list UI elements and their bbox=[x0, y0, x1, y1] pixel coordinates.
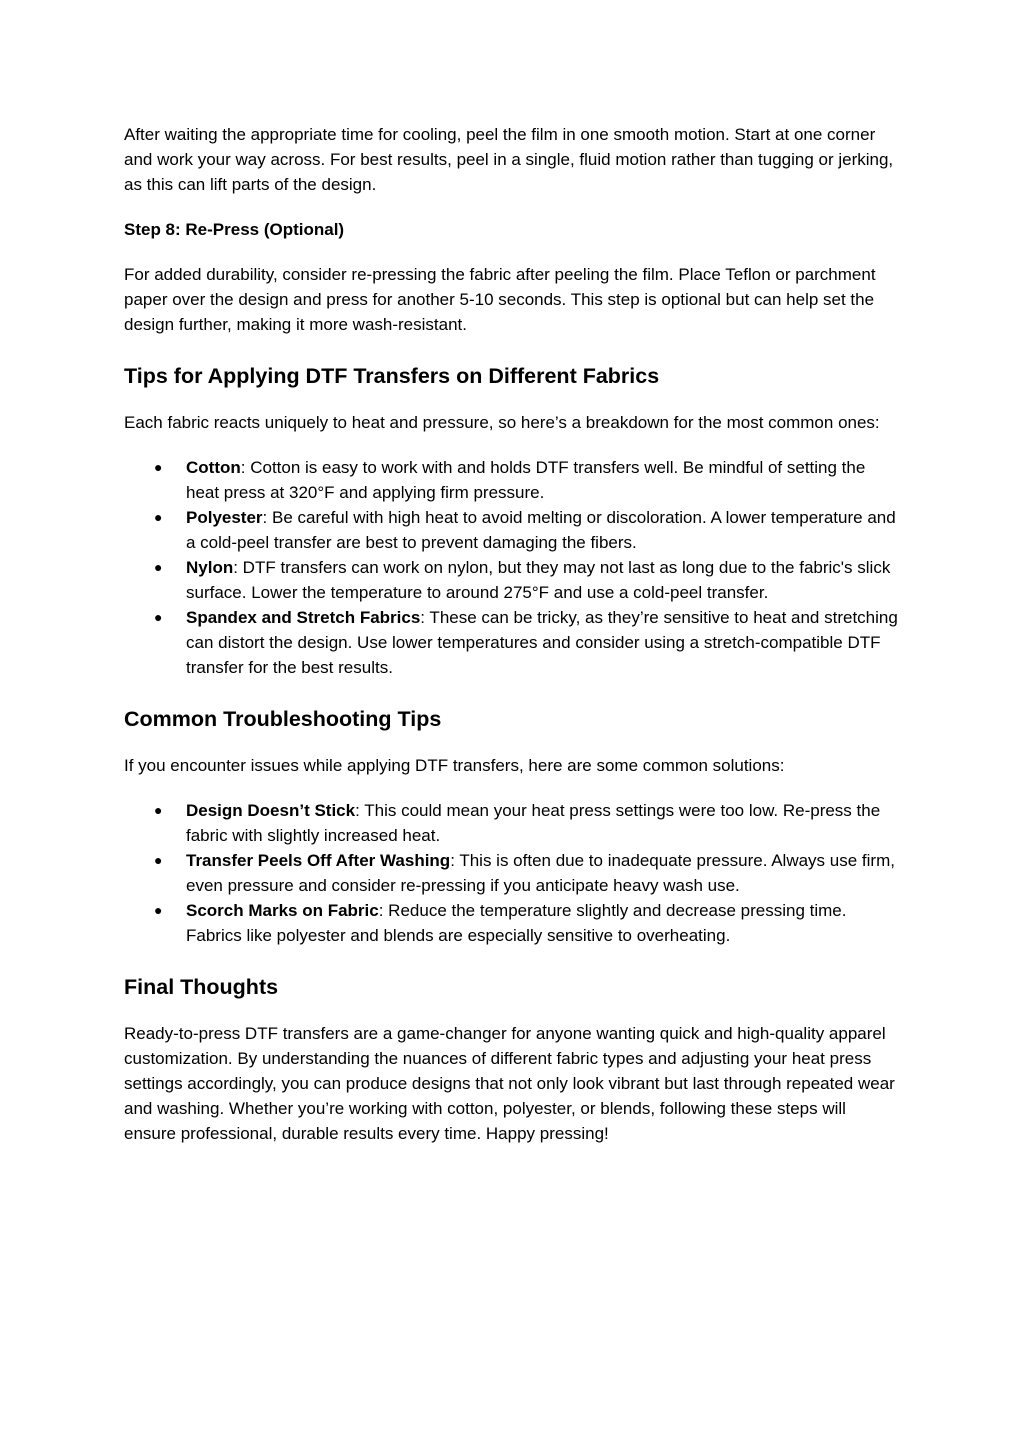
list-item bbox=[124, 798, 900, 848]
list-item bbox=[124, 898, 900, 948]
bullet-icon: ● bbox=[154, 609, 163, 625]
final-heading: Final Thoughts bbox=[124, 975, 279, 999]
item-term: Scorch Marks on Fabric bbox=[186, 901, 379, 920]
tips-heading: Tips for Applying DTF Transfers on Different Fabrics bbox=[124, 364, 660, 388]
item-term: Polyester bbox=[186, 508, 263, 527]
item-text: : This is often due to inadequate pressure. Always use firm, even pressure and consider re-pressing if you anticipate heavy wash use. bbox=[186, 851, 895, 895]
bullet-icon: ● bbox=[154, 852, 163, 868]
item-text: : This could mean your heat press settings were too low. Re-press the fabric with slightly increased heat. bbox=[186, 801, 881, 845]
final-paragraph: Ready-to-press DTF transfers are a game-changer for anyone wanting quick and high-quality apparel customization. By understanding the nuances of different fabric types and adjusting your heat press settings accordingly, you can produce designs that not only look vibrant but last through repeated wear and washing. Whether you’re working with cotton, polyester, or blends, following these steps will ensure professional, durable results every time. Happy pressing! bbox=[124, 1024, 895, 1143]
troubleshooting-intro: If you encounter issues while applying DTF transfers, here are some common solutions: bbox=[124, 756, 785, 775]
bullet-icon: ● bbox=[154, 459, 163, 475]
list-item bbox=[124, 848, 900, 898]
tips-intro: Each fabric reacts uniquely to heat and pressure, so here’s a breakdown for the most common ones: bbox=[124, 413, 880, 432]
bullet-icon: ● bbox=[154, 559, 163, 575]
item-term: Spandex and Stretch Fabrics bbox=[186, 608, 421, 627]
bullet-icon: ● bbox=[154, 902, 163, 918]
step8-title: Step 8: Re-Press (Optional) bbox=[124, 220, 345, 239]
bullet-icon: ● bbox=[154, 802, 163, 818]
item-text: : Reduce the temperature slightly and decrease pressing time. Fabrics like polyester and blends are especially sensitive to overheating. bbox=[186, 901, 847, 945]
item-text: : Cotton is easy to work with and holds DTF transfers well. Be mindful of setting the heat press at 320°F and applying firm pressure. bbox=[186, 458, 866, 502]
bullet-icon: ● bbox=[154, 509, 163, 525]
item-text: : DTF transfers can work on nylon, but they may not last as long due to the fabric's slick surface. Lower the temperature to around 275°F and use a cold-peel transfer. bbox=[186, 558, 891, 602]
tips-list bbox=[124, 455, 900, 680]
intro-paragraph: After waiting the appropriate time for cooling, peel the film in one smooth motion. Start at one corner and work your way across. For best results, peel in a single, fluid motion rather than tugging or jerking, as this can lift parts of the design. bbox=[124, 125, 894, 194]
step8-paragraph: For added durability, consider re-pressing the fabric after peeling the film. Place Teflon or parchment paper over the design and press for another 5-10 seconds. This step is optional but can help set the design further, making it more wash-resistant. bbox=[124, 265, 876, 334]
item-term: Transfer Peels Off After Washing bbox=[186, 851, 451, 870]
list-item bbox=[124, 555, 900, 605]
item-term: Design Doesn’t Stick bbox=[186, 801, 356, 820]
troubleshooting-heading: Common Troubleshooting Tips bbox=[124, 707, 442, 731]
troubleshooting-list bbox=[124, 798, 900, 948]
item-term: Nylon bbox=[186, 558, 234, 577]
item-term: Cotton bbox=[186, 458, 241, 477]
list-item bbox=[124, 505, 900, 555]
item-text: : These can be tricky, as they’re sensitive to heat and stretching can distort the design. Use lower temperatures and consider using a stretch-compatible DTF transfer for the best results. bbox=[186, 608, 898, 677]
list-item bbox=[124, 455, 900, 505]
list-item bbox=[124, 605, 900, 680]
item-text: : Be careful with high heat to avoid melting or discoloration. A lower temperature and a cold-peel transfer are best to prevent damaging the fibers. bbox=[186, 508, 896, 552]
document-page bbox=[124, 122, 900, 1146]
